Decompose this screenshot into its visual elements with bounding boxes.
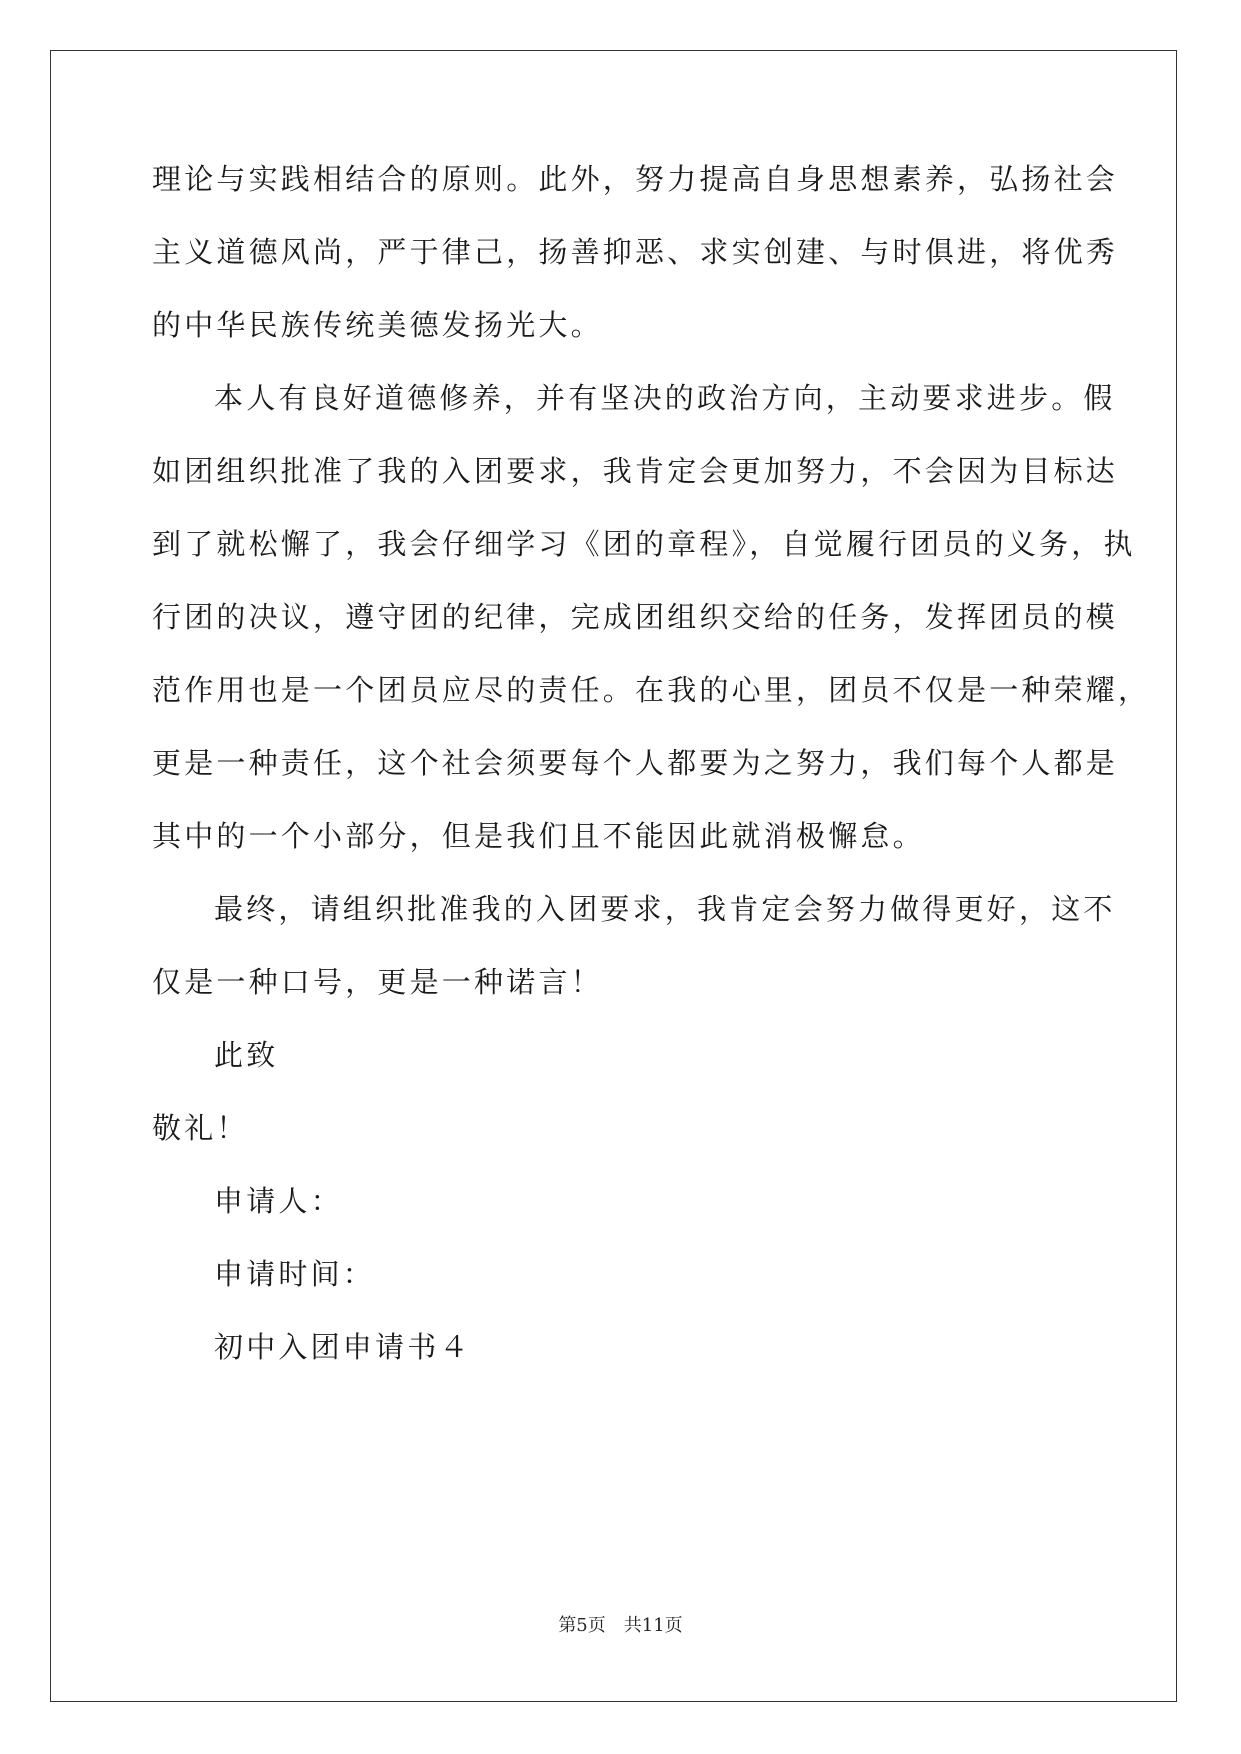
text-line: 其中的一个小部分，但是我们且不能因此就消极懈怠。 (152, 819, 925, 853)
page-border (50, 50, 1177, 1702)
page-total: 共11页 (623, 1615, 683, 1636)
page-footer (0, 1615, 1241, 1637)
text-line: 主义道德风尚，严于律己，扬善抑恶、求实创建、与时俱进，将优秀 (152, 235, 1119, 269)
section-title: 初中入团申请书４ (214, 1330, 472, 1364)
text-line: 理论与实践相结合的原则。此外，努力提高自身思想素养，弘扬社会 (152, 162, 1119, 196)
closing-regards: 敬礼！ (152, 1111, 249, 1145)
text-line: 更是一种责任，这个社会须要每个人都要为之努力，我们每个人都是 (152, 746, 1119, 780)
closing-salutation: 此致 (214, 1038, 279, 1072)
page-number: 第5页 (558, 1615, 606, 1636)
paragraph-start-line: 最终，请组织批准我的入团要求，我肯定会努力做得更好，这不 (214, 892, 1116, 926)
text-line: 到了就松懈了，我会仔细学习《团的章程》，自觉履行团员的义务，执 (152, 527, 1136, 561)
text-line: 行团的决议，遵守团的纪律，完成团组织交给的任务，发挥团员的模 (152, 600, 1119, 634)
text-line: 的中华民族传统美德发扬光大。 (152, 308, 603, 342)
text-line: 仅是一种口号，更是一种诺言！ (152, 965, 603, 999)
applicant-label: 申请人： (214, 1184, 343, 1218)
application-date-label: 申请时间： (214, 1257, 376, 1291)
text-line: 范作用也是一个团员应尽的责任。在我的心里，团员不仅是一种荣耀， (152, 673, 1151, 707)
text-line: 如团组织批准了我的入团要求，我肯定会更加努力，不会因为目标达 (152, 454, 1119, 488)
paragraph-start-line: 本人有良好道德修养，并有坚决的政治方向，主动要求进步。假 (214, 381, 1116, 415)
